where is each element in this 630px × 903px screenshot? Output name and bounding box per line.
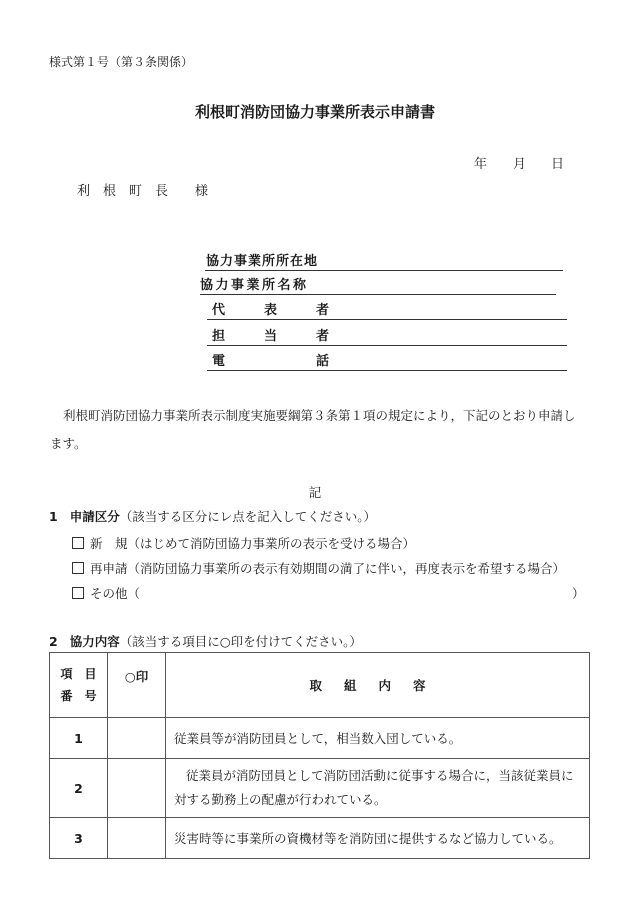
representative-label-3: 者 bbox=[316, 303, 330, 318]
form-number: 様式第１号（第３条関係） bbox=[49, 55, 194, 69]
body-text: 利根町消防団協力事業所表示制度実施要綱第３条第１項の規定により，下記のとおり申請します。 bbox=[50, 408, 576, 451]
row-mark-cell[interactable] bbox=[108, 759, 166, 818]
row-mark-cell[interactable] bbox=[108, 818, 166, 859]
section1-note: （該当する区分にレ点を記入してください。） bbox=[119, 509, 376, 524]
phone-label-2: 話 bbox=[316, 354, 330, 369]
section2-number: 2 bbox=[49, 634, 58, 649]
option-new-label: 新 規（はじめて消防団協力事業所の表示を受ける場合） bbox=[90, 536, 416, 551]
section1-number: 1 bbox=[49, 509, 58, 524]
table-row bbox=[50, 759, 590, 818]
section1-title: 申請区分 bbox=[69, 509, 120, 524]
option-other bbox=[72, 584, 140, 602]
location-label: 協力事業所所在地 bbox=[206, 254, 319, 269]
row-content: 従業員等が消防団員として，相当数入団している。 bbox=[166, 718, 590, 759]
row-number: 3 bbox=[50, 818, 108, 859]
header-mark: ○印 bbox=[108, 653, 166, 718]
header-item-number-line2: 番 号 bbox=[60, 689, 97, 703]
checkbox-other[interactable] bbox=[72, 587, 84, 599]
option-reapply-label: 再申請（消防団協力事業所の表示有効期間の満了に伴い，再度表示を希望する場合） bbox=[90, 561, 566, 576]
date-day-label: 日 bbox=[551, 157, 565, 172]
row-content: 災害時等に事業所の資機材等を消防団に提供するなど協力している。 bbox=[166, 818, 590, 859]
checkbox-new[interactable] bbox=[72, 537, 84, 549]
row-number: 1 bbox=[50, 718, 108, 759]
header-content: 取組内容 bbox=[166, 653, 590, 718]
addressee-name: 利 根 町 長 bbox=[77, 184, 169, 199]
ki-marker: 記 bbox=[308, 485, 322, 500]
header-item-number-line1: 項 目 bbox=[60, 667, 97, 681]
business-name-field[interactable] bbox=[200, 274, 556, 295]
checkbox-reapply[interactable] bbox=[72, 562, 84, 574]
cooperation-table bbox=[49, 652, 590, 859]
section1-heading bbox=[49, 507, 376, 525]
section2-title: 協力内容 bbox=[69, 634, 120, 649]
date-month-label: 月 bbox=[513, 157, 527, 172]
document-title: 利根町消防団協力事業所表示申請書 bbox=[194, 103, 435, 121]
header-item-number bbox=[50, 653, 108, 718]
row-number: 2 bbox=[50, 759, 108, 818]
contact-person-field[interactable] bbox=[207, 325, 567, 346]
row-mark-cell[interactable] bbox=[108, 718, 166, 759]
location-field[interactable] bbox=[205, 250, 563, 271]
business-name-label: 協力事業所名称 bbox=[200, 278, 309, 293]
contact-person-label-1: 担 bbox=[212, 329, 226, 344]
section2-heading bbox=[49, 632, 362, 650]
phone-label-1: 電 bbox=[212, 354, 226, 369]
option-new bbox=[72, 534, 415, 552]
representative-field[interactable] bbox=[207, 299, 567, 320]
representative-label-2: 表 bbox=[264, 303, 278, 318]
date-year-label: 年 bbox=[474, 157, 488, 172]
row-content: 従業員が消防団員として消防団活動に従事する場合に，当該従業員に対する勤務上の配慮が行われている。 bbox=[166, 759, 590, 818]
addressee-honorific: 様 bbox=[195, 184, 209, 199]
table-row bbox=[50, 718, 590, 759]
contact-person-label-3: 者 bbox=[316, 329, 330, 344]
option-other-label: その他（ bbox=[90, 586, 141, 601]
option-other-closing-paren: ） bbox=[572, 586, 585, 601]
section2-note: （該当する項目に○印を付けてください。） bbox=[119, 634, 362, 649]
option-reapply bbox=[72, 559, 565, 577]
table-header-row bbox=[50, 653, 590, 718]
table-row bbox=[50, 818, 590, 859]
representative-label-1: 代 bbox=[212, 303, 226, 318]
contact-person-label-2: 当 bbox=[264, 329, 278, 344]
phone-field[interactable] bbox=[207, 350, 567, 371]
